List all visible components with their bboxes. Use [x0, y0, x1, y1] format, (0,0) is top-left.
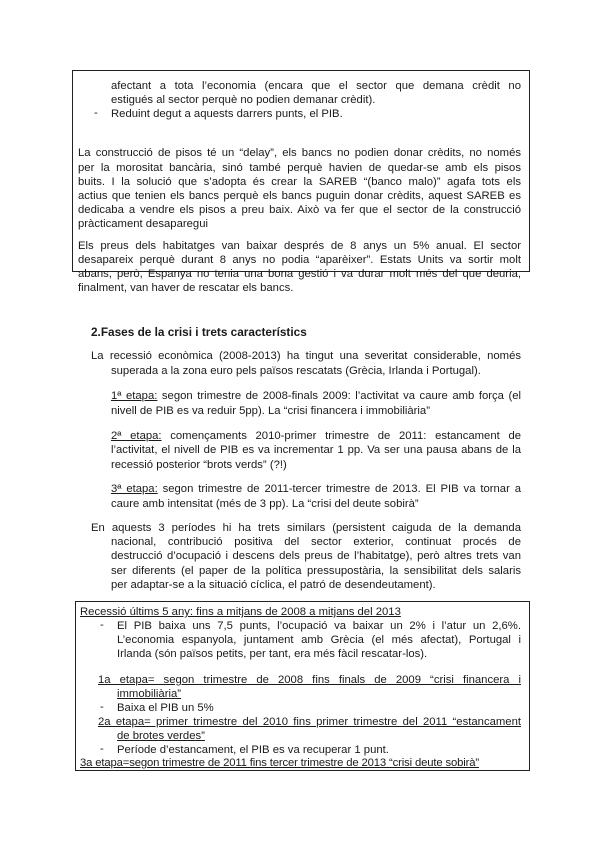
bullet-continuation-line: estigués al sector perquè no podien demanar crèdit).	[111, 94, 376, 106]
etapa3-line: caure amb intensitat (més de 3 pp). La “crisi del deute sobirà”	[111, 498, 419, 510]
box2-etapa1-line: 1a etapa= segon trimestre de 2008 fins finals de 2009 “crisi financera i	[98, 674, 521, 686]
etapa1-line	[111, 389, 521, 403]
summary-line: destrucció d’ocupació i descens dels preus de l’habitatge), però altres trets van	[111, 550, 521, 562]
paragraph-line: desapareix perquè durant 8 anys no podia “aparèixer”. Estats Units va sortir molt	[78, 254, 521, 266]
etapa2-label: 2ª etapa:	[111, 430, 162, 442]
box2-etapa3-line: 3a etapa=segon trimestre de 2011 fins tercer trimestre de 2013 “crisi deute sobirà”	[80, 757, 479, 769]
etapa2-line	[111, 429, 521, 443]
etapa3-line	[111, 482, 521, 496]
box2-bullet-line: L’economia espanyola, juntament amb Grècia (el més afectat), Portugal i	[117, 634, 521, 646]
etapa1-label: 1ª etapa:	[111, 390, 158, 402]
box2-etapa1-bullet: Baixa el PIB un 5%	[117, 702, 214, 714]
paragraph-line: dedicaba a vendre els pisos a preu baix. Això va fer que el sector de la construcció	[78, 204, 521, 216]
paragraph-line: per la morositat bancària, sinó també perquè havien de quedar-se amb els pisos	[78, 162, 521, 174]
bullet-dash: -	[100, 619, 104, 631]
paragraph-line: finalment, van haver de rescatar els bancs.	[78, 282, 294, 294]
bullet-dash: -	[100, 701, 104, 713]
box2-bullet-line: Irlanda (són països petits, per tant, era més fàcil rescatar-los).	[117, 648, 428, 660]
summary-line: nacional, contribució positiva del sector exterior, continuat procés de	[111, 536, 521, 548]
box2-header: Recessió últims 5 any: fins a mitjans de 2008 a mitjans del 2013	[80, 606, 401, 618]
bullet-continuation-line: afectant a tota l’economia (encara que el sector que demana crèdit no	[111, 80, 521, 92]
paragraph-line: La construcció de pisos té un “delay”, els bancs no podien donar crèdits, no només	[78, 147, 521, 159]
etapa2-text: començaments 2010-primer trimestre de 2011: estancament de	[161, 430, 522, 442]
etapa2-line: l’activitat, el nivell de PIB es va incrementar 1 pp. Va ser una pausa abans de la	[111, 444, 521, 456]
etapa3-text: segon trimestre de 2011-tercer trimestre de 2013. El PIB va tornar a	[157, 483, 521, 495]
bullet-dash: -	[94, 107, 98, 119]
box2-etapa2-line: 2a etapa= primer trimestre del 2010 fins primer trimestre del 2011 “estancament	[98, 716, 521, 728]
bullet-dash: -	[100, 743, 104, 755]
section-title: 2.Fases de la crisi i trets característics	[91, 325, 307, 339]
intro-line: La recessió econòmica (2008-2013) ha tingut una severitat considerable, només	[91, 350, 521, 362]
box2-etapa1-line: immobiliària”	[117, 688, 182, 700]
paragraph-line: buits. I la solució que s’adopta és crear la SAREB “(banco malo)” agafa tots els	[78, 176, 521, 188]
etapa2-line: recessió posterior “brots verds” (?!)	[111, 459, 287, 471]
box2-bullet-line: El PIB baixa uns 7,5 punts, l’ocupació va baixar un 2% i l’atur un 2,6%.	[117, 620, 521, 632]
paragraph-line: Els preus dels habitatges van baixar després de 8 anys un 5% anual. El sector	[78, 240, 521, 252]
box2-etapa2-bullet: Període d’estancament, el PIB es va recuperar 1 punt.	[117, 744, 389, 756]
etapa3-label: 3ª etapa:	[111, 483, 158, 495]
box2-etapa2-line: de brotes verdes”	[117, 730, 205, 742]
paragraph-line: abans, però, Espanya no tenia una bona gestió i va durar molt més del que deuria,	[78, 268, 521, 280]
paragraph-line: pràcticament desaparegui	[78, 218, 208, 230]
etapa1-line: nivell de PIB es va reduir 5pp). La “crisi financera i immobiliària”	[111, 405, 430, 417]
paragraph-line: actius que tenien els bancs perquè els bancs puguin donar crèdits, aquest SAREB es	[78, 190, 521, 202]
bullet-text: Reduint degut a aquests darrers punts, el PIB.	[111, 108, 343, 120]
summary-line: ser diferents (el paper de la política pressupostària, la sensibilitat dels salaris	[111, 565, 521, 577]
summary-line: En aquests 3 períodes hi ha trets similars (persistent caiguda de la demanda	[91, 522, 521, 534]
etapa1-text: segon trimestre de 2008-finals 2009: l’activitat va caure amb força (el	[157, 390, 521, 402]
summary-line: per adaptar-se a la situació cíclica, el patró de desendeutament).	[111, 579, 436, 591]
intro-line: superada a la zona euro pels països rescatats (Grècia, Irlanda i Portugal).	[111, 365, 481, 377]
